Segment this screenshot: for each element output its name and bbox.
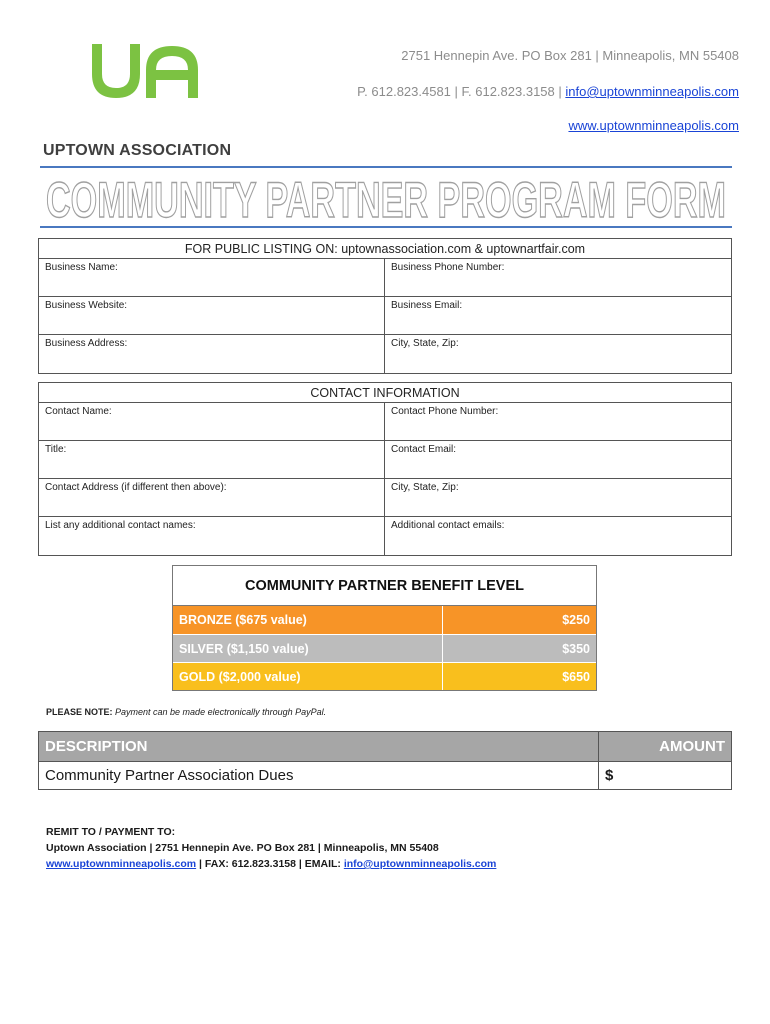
benefit-level-label: BRONZE ($675 value) [173,606,443,634]
form-title-text: COMMUNITY PARTNER PROGRAM FORM [46,172,726,226]
business-row [39,297,731,335]
description-column-header: DESCRIPTION [39,732,599,761]
header-email-link[interactable]: info@uptownminneapolis.com [565,84,739,99]
payment-note-label: PLEASE NOTE: [46,707,113,717]
payment-note [46,707,326,717]
header-address: 2751 Hennepin Ave. PO Box 281 | Minneapolis, MN 55408 [401,48,739,63]
header-website-link[interactable]: www.uptownminneapolis.com [568,118,739,133]
dues-description: Community Partner Association Dues [39,762,599,789]
benefit-level-price: $250 [562,613,590,627]
contact-section-heading: CONTACT INFORMATION [39,383,731,403]
remit-website-link[interactable]: www.uptownminneapolis.com [46,858,197,870]
business-phone-field[interactable]: Business Phone Number: [391,262,505,273]
business-website-field[interactable]: Business Website: [39,297,385,334]
additional-contact-names-field[interactable]: List any additional contact names: [39,517,385,555]
remit-email-link[interactable]: info@uptownminneapolis.com [343,858,497,870]
contact-information-section [38,382,732,556]
dues-amount-field[interactable]: $ [605,767,614,784]
benefit-level-silver[interactable] [173,634,596,662]
contact-city-state-zip-field[interactable]: City, State, Zip: [391,482,459,493]
title-rule-bottom [40,226,732,228]
benefit-level-table [172,565,597,691]
header-phone-fax: P. 612.823.4581 | F. 612.823.3158 | [357,84,566,99]
title-rule-top [40,166,732,168]
dues-row [39,761,731,789]
logo [40,44,255,162]
remit-address: Uptown Association | 2751 Hennepin Ave. PO Box 281 | Minneapolis, MN 55408 [46,842,439,854]
business-section-heading: FOR PUBLIC LISTING ON: uptownassociation.com & uptownartfair.com [39,239,731,259]
dues-table-header [39,732,731,761]
remit-heading: REMIT TO / PAYMENT TO: [46,826,176,838]
additional-contact-emails-field[interactable]: Additional contact emails: [391,520,505,531]
contact-title-field[interactable]: Title: [39,441,385,478]
benefit-level-label: GOLD ($2,000 value) [173,663,443,690]
form-title [40,170,732,226]
contact-name-field[interactable]: Contact Name: [39,403,385,440]
contact-address-field[interactable]: Contact Address (if different then above): [39,479,385,516]
dues-table [38,731,732,790]
contact-phone-field[interactable]: Contact Phone Number: [391,406,499,417]
remit-fax: | FAX: 612.823.3158 | EMAIL: [196,858,344,870]
remit-contact-line [46,856,496,872]
business-listing-section [38,238,732,374]
remit-block [46,824,496,872]
business-address-field[interactable]: Business Address: [39,335,385,373]
business-row [39,259,731,297]
header-website-line [568,118,739,133]
ua-logo-mark [90,44,202,100]
benefit-level-gold[interactable] [173,662,596,690]
benefit-level-price: $350 [562,642,590,656]
business-row [39,335,731,373]
contact-row [39,517,731,555]
business-name-field[interactable]: Business Name: [39,259,385,296]
logo-wordmark: UPTOWN ASSOCIATION [43,142,232,159]
business-city-state-zip-field[interactable]: City, State, Zip: [391,338,459,349]
contact-row [39,403,731,441]
amount-column-header: AMOUNT [659,738,725,755]
header-phone-line [357,84,739,99]
business-email-field[interactable]: Business Email: [391,300,463,311]
benefit-level-title: COMMUNITY PARTNER BENEFIT LEVEL [173,566,596,606]
contact-email-field[interactable]: Contact Email: [391,444,457,455]
contact-row [39,479,731,517]
benefit-level-price: $650 [562,670,590,684]
benefit-level-label: SILVER ($1,150 value) [173,635,443,662]
contact-row [39,441,731,479]
payment-note-text: Payment can be made electronically through PayPal. [112,707,327,717]
benefit-level-bronze[interactable] [173,606,596,634]
